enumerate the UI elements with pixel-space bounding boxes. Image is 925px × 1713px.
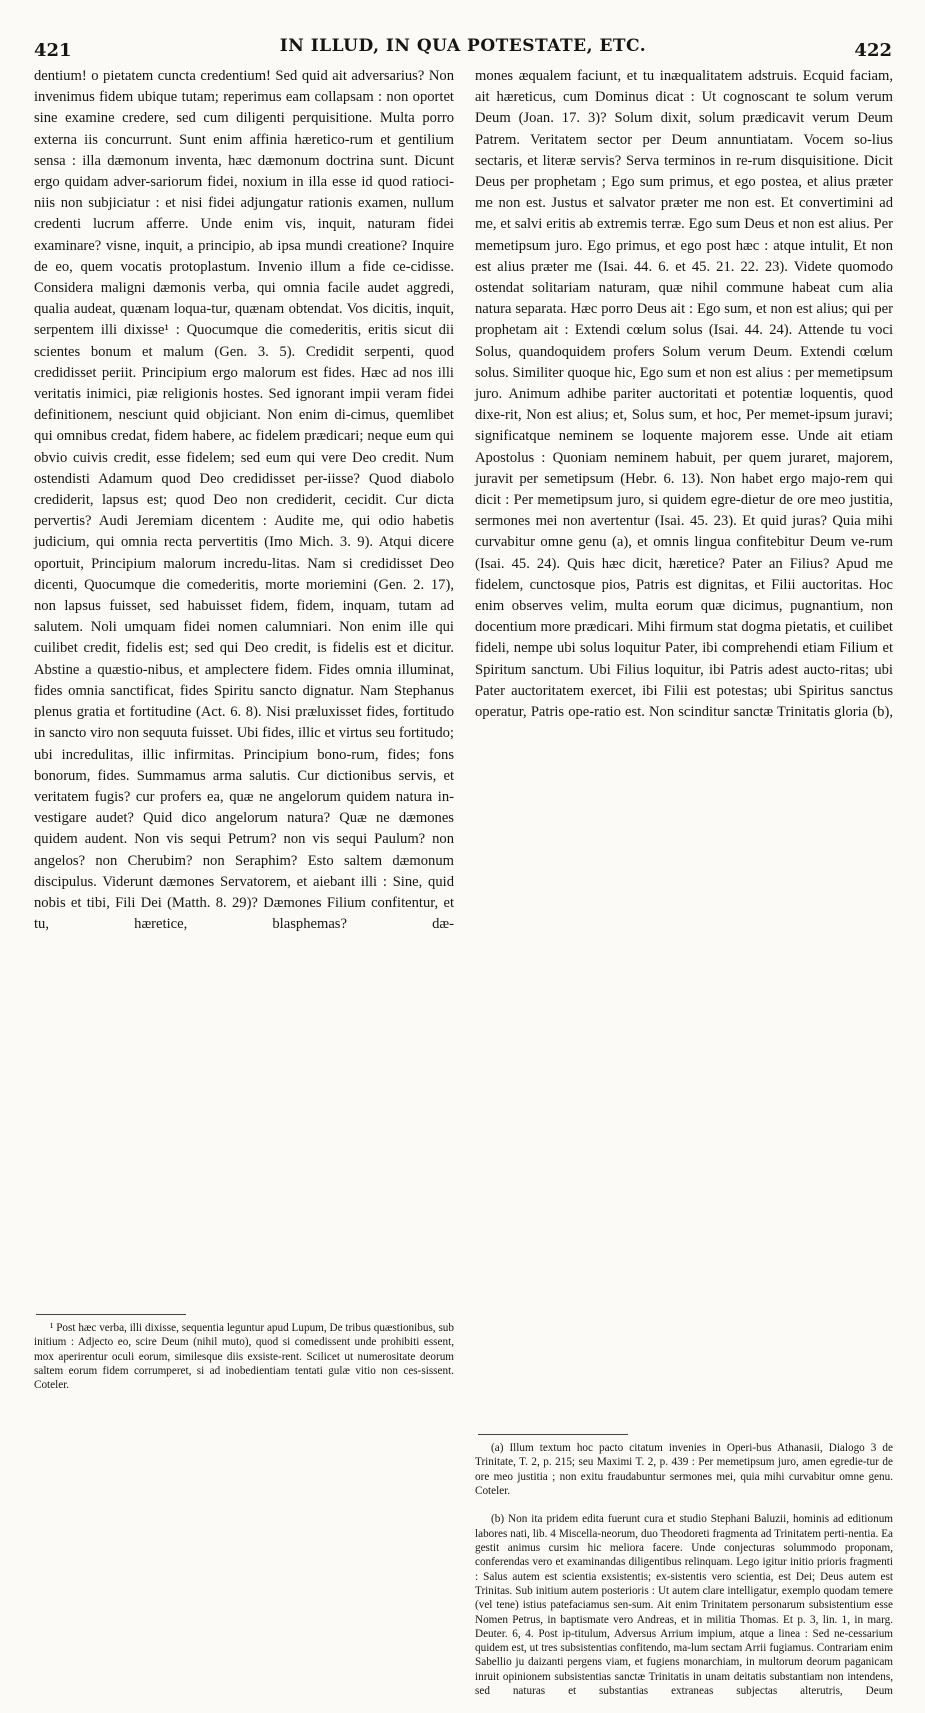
page-header	[34, 36, 892, 62]
footnote-divider-right	[478, 1434, 628, 1435]
page-number-left: 421	[34, 40, 72, 61]
footnote-divider-left	[36, 1314, 186, 1315]
footnote-b: (b) Non ita pridem edita fuerunt cura et studio Stephani Baluzii, hominis ad editionum labores nati, lib. 4 Miscella-neorum, duo Theodoreti fragmenta ad Trinitatem perti-nentia. Ea gestit animus cursim hic meliora facere. Unde conjecturas solummodo proponam, conferendas vero et examinandas diligentibus relinquam. Lego igitur initio prioris fragmenti : Salus autem est scientia exsistentis; ex-sistentis vero scientia, est Dei; Deus autem est Trinitas. Sub initium autem posterioris : Ut autem clare intelligatur, exemplo quodam temere (vel tene) istius patefaciamus sen-sum. Ait enim Trinitatem personarum subsistentium esse Nomen Petrus, in baptismate vero Andreas, et in militia Thomas. Et p. 3, lin. 1, in marg. Deuter. 6, 4. Post ip-titulum, Adversus Arrium impium, atque a linea : Sed ne-cessarium quidem est, ut tres subsistentias confitendo, ma-lum sectam Arrii fugiamus. Contrariam enim Sabellio ju daizanti pergens viam, et fugiens monarchiam, in multorum deorum paganicam inruit opinionem subsistentias sanctæ Trinitatis in unam deitatis substantiam non intendens, sed naturas et substantias extraneas subjectas alterutris, Deum	[475, 1513, 893, 1698]
footnote: ¹ Post hæc verba, illi dixisse, sequentia leguntur apud Lupum, De tribus quæstionibus, sub initium : Adjecto eo, scire Deum (nihil muto), quod si comedissent unde prohibiti essent, mox aperirentur oculi eorum, similesque diis exsiste-rent. Scilicet ut numerositate deorum saltem eorum fidem corrumperet, si ad inobedientiam tentati gulæ vitio non ces-sissent. Coteler.	[34, 1322, 454, 1392]
right-column-text: mones æqualem faciunt, et tu inæqualitatem adstruis. Ecquid faciam, ait hæreticus, cum Dominus dicat : Ut cognoscant te solum verum Deum (Joan. 17. 3)? Solum dixit, solum prædicavit verum Deum Patrem. Veritatem sector per Deum annuntiatam. Vocem so-lius sectaris, et literæ servis? Serva terminos in re-rum disquisitione. Dicit Deus per prophetam ; Ego sum primus, et ego postea, et alius præter me non est. Justus et salvator præter me non est. Et convertimini ad me, et salvi eritis ab extremis terræ. Ego sum Deus et non est alius. Per memetipsum juro. Ego primus, et ego post hæc : atque intulit, Et non est alius præter me (Isai. 44. 6. et 45. 21. 22. 23). Videte quomodo ostendat solitariam naturam, quæ nihil commune habeat cum alia natura separata. Hæc porro Deus ait : Ego sum, et non est alius; qui per prophetam ait : Extendi cœlum solus (Isai. 44. 24). Attende tu voci Solus, quandoquidem profers Solum verum Deum. Extendi cœlum solus. Similiter quoque hic, Ego sum et non est alius : per memetipsum juro. Animum adhibe pariter auctoritati et potentiæ loquentis, quod dixe-rit, Non est alius; et, Solus sum, et hoc, Per memet-ipsum juravi; significatque neminem se loquente majorem esse. Unde ait etiam Apostolus : Quoniam neminem habuit, per quem juraret, majorem, juravit per semetipsum (Hebr. 6. 13). Non habet ergo majo-rem qui dicit : Per memetipsum juro, si quidem egre-dietur de ore meo justitia, sermones mei non avertentur (Isai. 45. 23). Et quid juras? Quia mihi curvabitur omne genu (a), et omnis lingua confitebitur Deum ve-rum (Isai. 45. 24). Quis hæc dicit, hæretice? Pater an Filius? Apud me fidelem, cunctosque pios, Patris est dignitas, et Filii auctoritas. Hoc enim observes velim, multa eorum quæ dicimus, pugnantium, non docentium more prædicari. Mihi firmum stat dogma pietatis, et cuilibet fideli, nempe ubi solus loquitur Pater, ibi comprehendi etiam Filium et Spiritum sanctum. Ubi Filius loquitur, ibi Patris adest aucto-ritas; ubi Pater auctoritatem exercet, ibi Filii est potestas; ubi Spiritus sanctus operatur, Patris ope-ratio est. Non scinditur sanctæ Trinitatis gloria (b),	[475, 68, 893, 721]
left-column	[34, 66, 454, 957]
right-column	[475, 66, 893, 745]
footnotes-left	[34, 1321, 454, 1407]
footnotes-right	[475, 1441, 893, 1713]
page-number-right: 422	[854, 40, 892, 61]
footnote-a: (a) Illum textum hoc pacto citatum invenies in Operi-bus Athanasii, Dialogo 3 de Trinitate, T. 2, p. 215; seu Maximi T. 2, p. 439 : Per memetipsum juro, amen egredie-tur de ore meo justitia ; non exitu fraudabuntur sermones mei, quia mihi curvabitur omne genu. Coteler.	[475, 1442, 893, 1497]
running-title: IN ILLUD, IN QUA POTESTATE, ETC.	[279, 36, 647, 56]
left-column-text: dentium! o pietatem cuncta credentium! Sed quid ait adversarius? Non invenimus fidem ubique tutam; reperimus eam collapsam : non oportet sine examine credere, sed cum diligenti perquisitione. Multa porro externa iis concurrunt. Sunt enim affinia hæretico-rum et gentilium sensa : illa dæmonum inventa, hæc dæmonum doctrina sunt. Dicunt ergo quidam adver-sariorum fidei, noxium in illa esse id quod ratioci-niis non subjiciatur : et nisi fidei adjungatur rationis examen, nullum credenti lucrum afferre. Unde enim vis, inquit, naturam fidei examinare? visne, inquit, a principio, ab ipsa mundi creatione? Inquire de eo, quem vocatis protoplastum. Invenio illum a fide ce-cidisse. Considera maligni dæmonis verba, qui omnia facile audet aggredi, qualia audeat, quænam loqua-tur, quænam obtendat. Vos dicitis, inquit, serpentem illi dixisse¹ : Quocumque die comederitis, eritis sicut dii scientes bonum et malum (Gen. 3. 5). Credidit serpenti, quod credidisset periit. Principium ergo malorum est fides. Hæc ad nos illi veritatis inimici, piæ religionis hostes. Sed ignorant impii veram fidei definitionem, nesciunt quid objiciant. Non enim di-cimus, quemlibet qui omnibus credat, fidem habere, ac fidelem prædicari; neque eum qui obvio cuivis credit, esse fidelem; sed eum qui vere Deo credit. Num ostendisti Adamum quod Deo credidisset per-iisse? Quod diabolo crediderit, lapsus est; quod Deo non crediderit, cecidit. Cur dicta pervertis? Audi Jeremiam dicentem : Audite me, qui odio habetis judicium, qui omnia recta pervertitis (Imo Mich. 3. 9). Atqui dicere oportuit, Principium malorum incredu-litas. Nam si credidisset Deo dicenti, Quocumque die comederitis, morte moriemini (Gen. 2. 17), non lapsus fuisset, sed habuisset fidem, fidem, inquam, tutam ad salutem. Noli umquam fidei nomen calumniari. Non enim ille qui cuilibet credit, fidelis est; sed qui Deo credit, is fidelis est et dicitur. Abstine a quæstio-nibus, et amplectere fidem. Fides omnia illuminat, fides omnia sanctificat, fides Spiritu sancto dignatur. Nam Stephanus plenus gratia et fortitudine (Act. 6. 8). Nisi præluxisset fides, fortitudo in sancto viro non sequuta fuisset. Ubi fides, illic et virtus seu fortitudo; ubi incredulitas, illic infirmitas. Principium bono-rum, fides; fons bonorum, fides. Summamus arma salutis. Cur dictionibus servis, et veritatem fugis? cur profers ea, quæ ne angelorum quidem natura in-vestigare audet? Quid dico angelorum natura? Quæ ne dæmones quidem audent. Non vis sequi Petrum? non vis sequi Paulum? non angelos? non Cherubim? non Seraphim? Esto saltem dæmonum discipulus. Viderunt dæmones Servatorem, et aiebant illi : Sine, quid nobis et tibi, Fili Dei (Matth. 8. 29)? Dæmones Filium confitentur, et tu, hæretice, blasphemas? dæ-	[34, 68, 454, 933]
